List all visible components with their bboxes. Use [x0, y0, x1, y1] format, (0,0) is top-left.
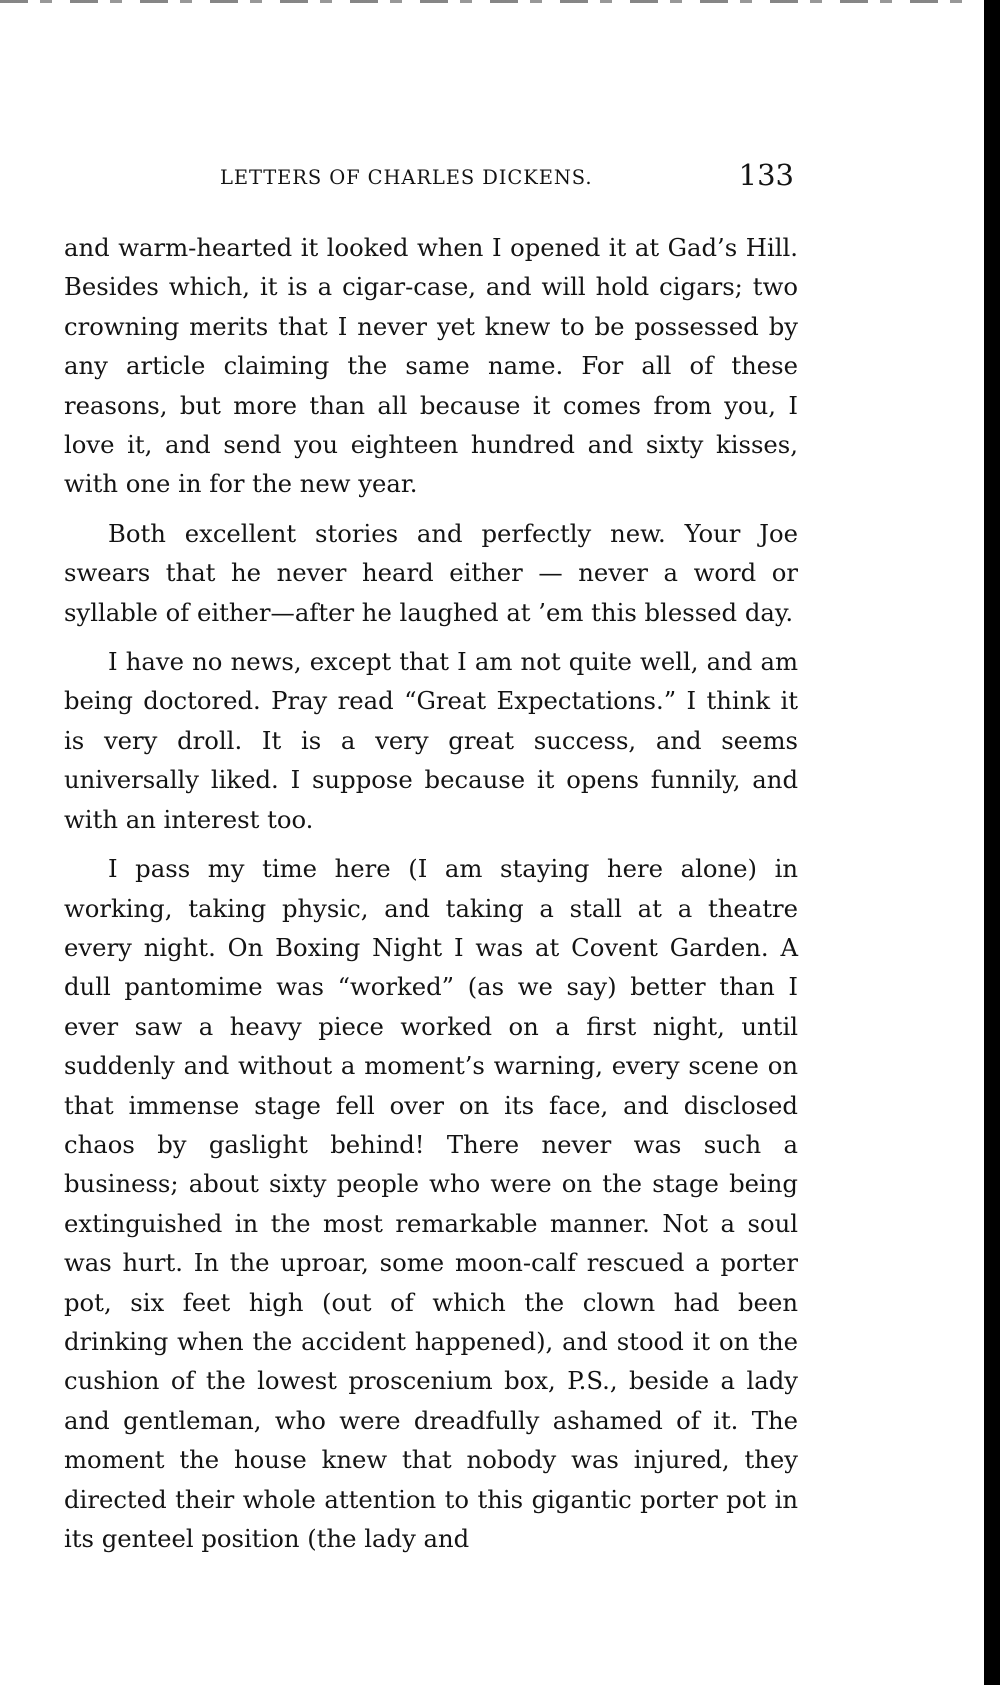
page-number: 133: [738, 158, 794, 192]
scan-right-border: [984, 0, 1000, 1685]
scan-top-edge: [0, 0, 980, 3]
paragraph-continued: and warm-hearted it looked when I opened it at Gad’s Hill. Besides which, it is a cigar-case, and will hold cigars; two crowning merits that I never yet knew to be possessed by any article claiming the same name. For all of these reasons, but more than all because it comes from you, I love it, and send you eighteen hundred and sixty kisses, with one in for the new year.: [64, 233, 798, 499]
running-head: [64, 158, 798, 206]
paragraph-theatre: I pass my time here (I am staying here alone) in working, taking physic, and taking a stall at a theatre every night. On Boxing Night I was at Covent Garden. A dull pantomime was “worked” (as we say) better than I ever saw a heavy piece worked on a first night, until suddenly and without a moment’s warning, every scene on that immense stage fell over on its face, and disclosed chaos by gaslight behind! There never was such a business; about sixty people who were on the stage being extinguished in the most remarkable manner. Not a soul was hurt. In the uproar, some moon-calf rescued a porter pot, six feet high (out of which the clown had been drinking when the accident happened), and stood it on the cushion of the lowest proscenium box, P.S., beside a lady and gentleman, who were dreadfully ashamed of it. The moment the house knew that nobody was injured, they directed their whole attention to this gigantic porter pot in its genteel position (the lady and: [64, 854, 798, 1553]
paragraph-stories: Both excellent stories and perfectly new. Your Joe swears that he never heard either — never a word or syllable of either—after he laughed at ’em this blessed day.: [64, 518, 798, 627]
book-page: [64, 158, 798, 1566]
paragraph-news: I have no news, except that I am not quite well, and am being doctored. Pray read “Great Expectations.” I think it is very droll. It is a very great success, and seems universally liked. I suppose because it opens funnily, and with an interest too.: [64, 647, 798, 834]
body-text: [64, 228, 798, 1558]
running-title: LETTERS OF CHARLES DICKENS.: [220, 166, 593, 189]
